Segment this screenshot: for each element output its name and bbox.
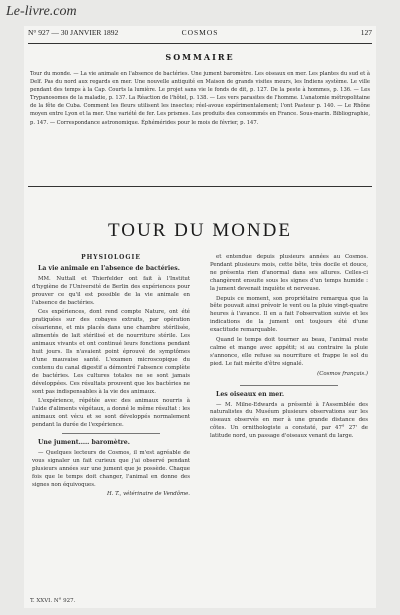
article-heading: Les oiseaux en mer. [216,390,285,398]
separator [62,433,160,434]
left-column [32,254,190,505]
paragraph: Quand le temps doit tourner au beau, l'animal reste calme et mange avec appétit; si au contraire la pluie s'annonce, elle refuse sa nourriture et frappe le sol du pied. Le fait mérite d'être signalé. [210,337,368,367]
paragraph: — Quelques lecteurs de Cosmos, il m'est agréable de vous signaler un fait curieux que j'ai observé pendant plusieurs années sur une jument que je possède. Chaque fois que le temps doit changer, l'animal en donne des signes non équivoques. [32,449,190,488]
sommaire-rule [28,186,372,187]
paragraph: MM. Nuttall et Thierfelder ont fait à l'Institut d'hygiène de l'Université de Berlin des expériences pour prouver ce qu'il est possible de la vie animale en l'absence de bactéries. [32,275,190,306]
sommaire-text: Tour du monde. — La vie animale en l'absence de bactéries. Une jument baromètre. Les oiseaux en mer. Les plantes du sud et à Delf. Pas du nord aux regards en mer. Une nouvelle antiquité en Maison de grands visites meurs, les Indiens système. Le ville pendant des temps à la Cap. Courts la lumière. Le projet sans vie le fonds de dit, p. 127. De la peste à hommes, p. 136. — Les Trypanosomes de la maladie, p. 137. La Réaction de l'hôtel, p. 138. — Les vers parasites de l'homme. L'anatomie métropolitaine de la fête de Cuba. Comment les fleurs utilisent les insectes; réel-avoue expérimentalement; l'ont Pasteur p. 140. — Le Rhône moyen entre Lyon et la mer. Une variété de fer. Les prismes. Les produits des consommés en France. Sous-marin. Bibliographie, p. 147. — Correspondance astronomique. Éphémérides pour le mois de février, p. 147. [30,71,370,126]
paragraph: Depuis ce moment, son propriétaire remarqua que la bête pouvait ainsi prévoir le vent ou la pluie vingt-quatre heures à l'avance. Il en a fait l'observation suivie et les indications de la jument ont toujours été d'une exactitude remarquable. [210,295,368,334]
paragraph: — M. Milne-Edwards a présenté à l'Assemblée des naturalistes du Muséum plusieurs observations sur les oiseaux observés en mer à une grande distance des côtes. Un ornithologiste a constaté, par 47° 27' de latitude nord, un passage d'oiseaux venant du large. [210,401,368,440]
journal-page [24,26,376,608]
signature: H. T., vétérinaire de Vendôme. [107,491,190,498]
running-head [24,28,376,42]
journal-name: COSMOS [181,28,219,37]
article-heading: La vie animale en l'absence de bactéries. [38,264,180,272]
paragraph: et entendue depuis plusieurs années au Cosmos. Pendant plusieurs mois, cette bête, très docile et douce, ne présenta rien d'anormal dans ses allures. Celles-ci changèrent ensuite sous les signes d'un temps humide : la jument devenait inquiète et nerveuse. [210,254,368,292]
issue-number: N° 927 — 30 JANVIER 1892 [28,28,119,37]
watermark: Le-livre.com [6,4,77,19]
paragraph: L'expérience, répétée avec des animaux nourris à l'aide d'aliments végétaux, a donné le même résultat : les animaux ont vécu et se sont développés normalement pendant la durée de l'expérience. [32,398,190,429]
article-heading: Une jument..... baromètre. [38,439,130,447]
right-column [210,254,368,443]
footer: T. XXVI. N° 927. [30,598,76,604]
header-rule [28,43,372,44]
paragraph: Ces expériences, dont rend compte Nature, ont été pratiquées sur des cobayes extraits, par opération césarienne, et mis placés dans une chambre stérilisée, alimentés de lait stérilisé et de nourriture stérile. Les animaux vivants et ont continué leurs fonctions pendant huit jours. Ils n'avaient point éprouvé de symptômes d'une mauvaise santé. L'examen microscopique du contenu du canal digestif a démontré l'absence complète de bactéries. Les cultures totales ne se sont jamais développées. Ces résultats prouvent que les bactéries ne sont pas indispensables à la vie des animaux. [32,309,190,395]
sommaire-title: SOMMAIRE [165,52,235,62]
separator [240,385,338,386]
section-title: TOUR DU MONDE [108,220,292,241]
rubric: PHYSIOLOGIE [81,254,141,261]
signature: (Cosmos français.) [317,370,368,377]
page-number: 127 [360,28,372,37]
